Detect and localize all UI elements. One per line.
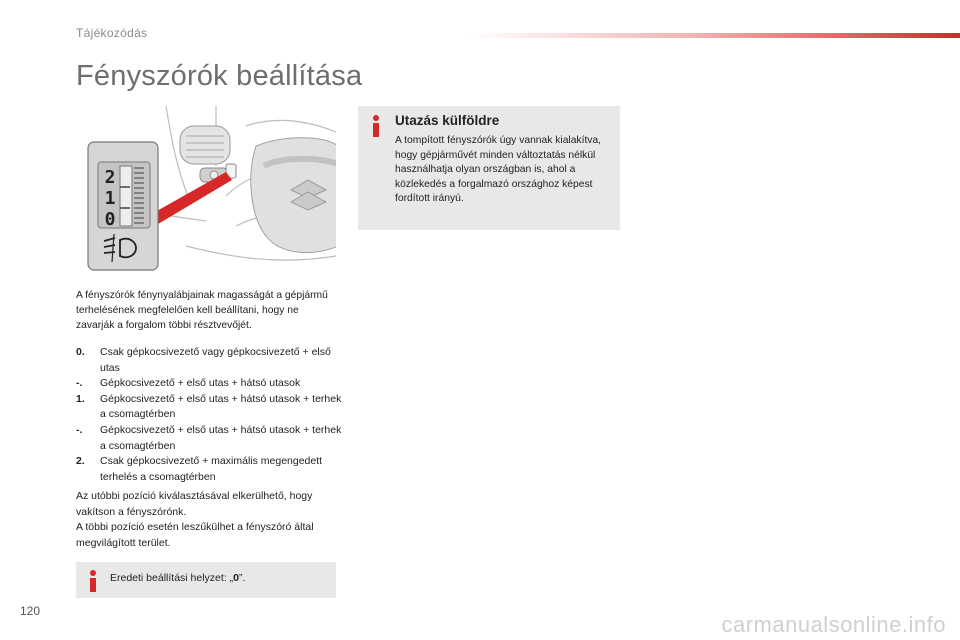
position-text: Csak gépkocsivezető + maximális megengedett terhelés a csomagtérben — [100, 455, 323, 483]
position-text: Csak gépkocsivezető vagy gépkocsivezető + első utas — [100, 346, 331, 374]
steering-wheel-drawing — [251, 138, 336, 253]
position-text: Gépkocsivezető + első utas + hátsó utasok — [100, 377, 301, 390]
header-rule — [470, 33, 960, 38]
info-box — [358, 106, 620, 230]
watermark: carmanualsonline.info — [721, 612, 946, 637]
headlamp-adjuster-illustration — [76, 106, 336, 276]
position-key: 1. — [76, 392, 85, 405]
position-key: 2. — [76, 455, 85, 468]
section-label: Tájékozódás — [76, 26, 148, 40]
position-list — [76, 345, 346, 485]
after-text — [76, 489, 346, 551]
after-paragraph: A többi pozíció esetén leszűkülhet a fényszóró által megvilágított terület. — [76, 521, 314, 549]
info-box-text: A tompított fényszórók úgy vannak kialakítva, hogy gépjárművét minden változtatás nélkül használhatja olyan országban is, ahol a közlekedés a forgalmazó országhoz képest fordított irányú. — [395, 135, 602, 204]
dial-number-stack — [100, 167, 120, 230]
dial-number: 0 — [104, 209, 116, 230]
page-title: Fényszórók beállítása — [76, 60, 363, 92]
page-number: 120 — [20, 604, 41, 618]
note-text-after: ”. — [239, 572, 246, 584]
note-text — [110, 572, 245, 584]
position-text: Gépkocsivezető + első utas + hátsó utasok + terhek a csomagtérben — [100, 423, 342, 452]
air-vent-drawing — [180, 126, 230, 164]
list-item — [76, 345, 346, 376]
note-text-bold: 0 — [233, 572, 239, 584]
dial-number: 2 — [104, 167, 116, 188]
list-item — [76, 376, 346, 392]
dial-number: 1 — [104, 188, 116, 209]
list-item — [76, 423, 346, 454]
after-paragraph: Az utóbbi pozíció kiválasztásával elkerülhető, hogy vakítson a fényszórónk. — [76, 490, 313, 518]
info-icon — [369, 114, 383, 138]
pointer-wedge — [148, 172, 232, 230]
thumbwheel-panel — [88, 142, 158, 270]
position-text: Gépkocsivezető + első utas + hátsó utasok + terhek a csomagtérben — [100, 392, 342, 421]
info-icon — [86, 569, 100, 593]
list-item — [76, 454, 346, 485]
note-text-before: Eredeti beállítási helyzet: „ — [110, 572, 234, 584]
position-key: -. — [76, 377, 83, 390]
info-box-title: Utazás külföldre — [395, 113, 500, 128]
note-box — [76, 562, 336, 598]
position-key: -. — [76, 423, 83, 436]
list-item — [76, 392, 346, 423]
intro-paragraph: A fényszórók fénynyalábjainak magasságát a gépjármű terhelésének megfelelően kell beállítani, hogy ne zavarják a forgalom többi résztvevőjét. — [76, 290, 328, 331]
position-key: 0. — [76, 346, 85, 358]
